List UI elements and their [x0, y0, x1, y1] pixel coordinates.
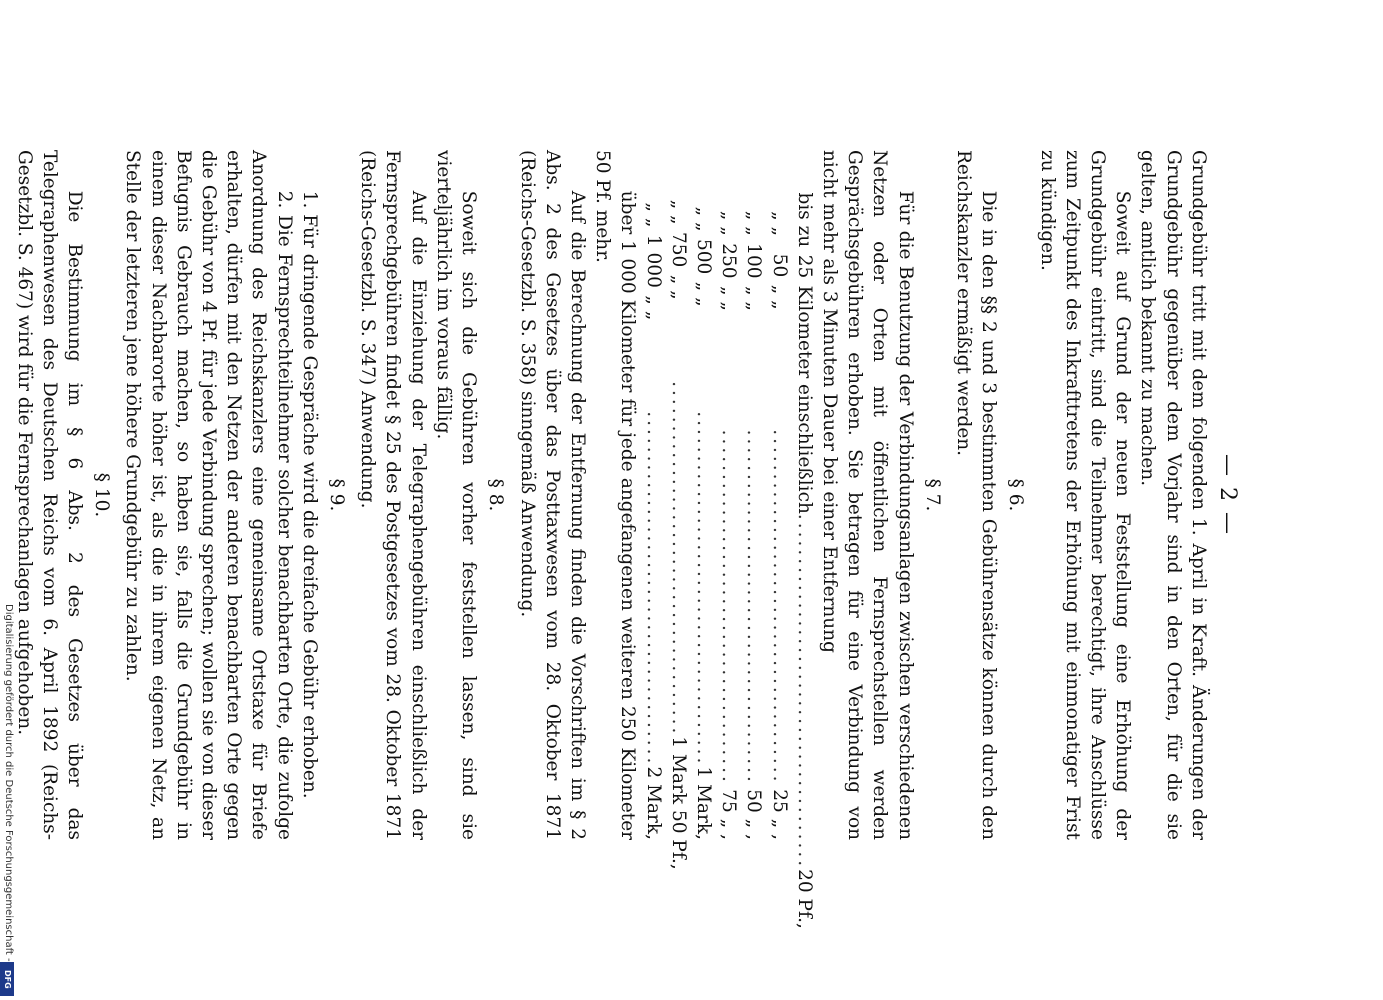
fee-distance: 25	[793, 254, 815, 279]
fee-label: „ „	[768, 284, 790, 310]
section-8-text-1: Soweit sich die Gebühren vorher feststellen lassen, sind sie vierteljährlich im voraus fällig.	[432, 150, 480, 840]
section-9-item-1: 1. Für dringende Gespräche wird die dreifache Gebühr erhoben.	[298, 190, 320, 799]
leader-dots: ........................................	[793, 513, 815, 870]
scanned-page	[13, 150, 1240, 929]
section-9-heading: § 9.	[326, 478, 348, 512]
intro-paragraph-2: Soweit auf Grund der neuen Feststellung eine Erhöhung der Grundgebühr eintritt, sind die Teilnehmer berechtigt, ihre Anschlüsse zum Zeitpunkt des Inkrafttretens der Erhöhung mit einmonatiger Frist zu kündigen.	[1036, 150, 1134, 840]
fee-price: 50 „ ,	[743, 789, 765, 840]
section-7-text: Für die Benutzung der Verbindungsanlagen zwischen verschiedenen Netzen oder Orten mit öffentlichen Fernsprechstellen werden Gesprächsgebühren erhoben. Sie betragen für eine Verbindung von nicht mehr als 3 Minuten Dauer bei einer Entfernung	[818, 150, 916, 840]
fee-row	[741, 193, 766, 840]
dfg-logo: DFG	[0, 962, 14, 996]
section-10-heading: § 10.	[91, 472, 113, 518]
section-10-text: Die Bestimmung im § 6 Abs. 2 des Gesetzes über das Telegraphenwesen des Deutschen Reichs vom 6. April 1892 (Reichs-Gesetzbl. S. 467) wird für die Fernsprechanlagen aufgehoben.	[13, 150, 86, 840]
fee-prefix: „ „	[718, 210, 740, 236]
funding-note-text: Digitalisierung gefördert durch die Deutsche Forschungsgemeinschaft -	[3, 604, 14, 962]
fee-row	[716, 193, 741, 840]
fee-table	[640, 192, 816, 929]
fee-price: 20 Pf.,	[793, 869, 815, 929]
fee-prefix: bis zu	[793, 192, 815, 248]
section-8-heading: § 8.	[485, 478, 507, 512]
fee-label: „ „	[718, 285, 740, 311]
section-7-text-2: Auf die Berechnung der Entfernung finden die Vorschriften im § 2 Abs. 2 des Gesetzes über das Posttaxwesen vom 28. Oktober 1871 (Reichs-Gesetzbl. S. 358) sinngemäß Anwendung.	[516, 150, 588, 840]
fee-label: „ „	[642, 295, 664, 321]
fee-prefix: „ „	[667, 199, 689, 225]
leader-dots: ........................................	[743, 429, 765, 785]
fee-label: „ „	[743, 285, 765, 311]
fee-row	[640, 193, 665, 840]
fee-distance: 500	[692, 238, 714, 275]
fee-distance: 750	[667, 232, 689, 268]
fee-prefix: „ „	[743, 210, 765, 236]
section-6-text: Die in den §§ 2 und 3 bestimmten Gebührensätze können durch den Reichskanzler ermäßigt werden.	[952, 150, 1000, 840]
leader-dots: ........................................	[718, 429, 740, 785]
page-number: — 2 —	[1215, 454, 1240, 536]
fee-price: 75 „ ,	[718, 789, 740, 840]
fee-row	[792, 192, 817, 929]
fee-distance: 1 000	[642, 234, 664, 288]
fee-row	[691, 193, 716, 840]
leader-dots: ........................................	[642, 411, 664, 767]
fee-prefix: „ „	[692, 206, 714, 232]
fee-row	[766, 193, 791, 840]
fee-label: „ „	[667, 274, 689, 300]
fee-prefix: „ „	[768, 211, 790, 237]
fee-price: 25 „ ,	[768, 789, 790, 840]
fee-price: 1 Mark 50 Pf.,	[667, 736, 689, 870]
intro-paragraph-1: Grundgebühr tritt mit dem folgenden 1. April in Kraft. Änderungen der Grundgebühr gegenüber dem Vorjahr sind in den Orten, für die sie gelten, amtlich bekannt zu machen.	[1137, 150, 1209, 840]
section-9-item-2: 2. Die Fernsprechteilnehmer solcher benachbarten Orte, die zufolge Anordnung des Reichskanzlers eine gemeinsame Ortstaxe für Briefe erhalten, dürfen mit den Netzen der anderen benachbarten Orte gegen die Gebühr von 4 Pf. für jede Verbindung sprechen; wollen sie von dieser Befugnis Gebrauch machen, so haben sie, falls die Grundgebühr in einem dieser Nachbarorte höher ist, als die in ihrem eigenen Netz, an Stelle der letzteren jene höhere Grundgebühr zu zahlen.	[122, 150, 295, 840]
fee-label: „ „	[692, 281, 714, 307]
fee-distance: 250	[718, 243, 740, 279]
fee-price: 1 Mark,	[692, 766, 714, 840]
section-7-heading: § 7.	[921, 478, 943, 512]
fee-distance: 50	[768, 253, 790, 278]
fee-distance: 100	[743, 243, 765, 279]
fee-row	[666, 193, 691, 870]
section-6-heading: § 6.	[1005, 478, 1027, 512]
fee-prefix: „ „	[642, 202, 664, 228]
fee-price: 2 Mark,	[642, 766, 664, 840]
leader-dots: ........................................	[692, 411, 714, 767]
section-8-text-2: Auf die Einziehung der Telegraphengebühren einschließlich der Fernsprechgebühren findet § 25 des Postgesetzes vom 28. Oktober 1871 (Reichs-Gesetzbl. S. 347) Anwendung.	[357, 150, 429, 840]
leader-dots: ........................................	[667, 381, 689, 737]
fee-label: Kilometer einschließlich	[793, 285, 815, 514]
leader-dots: ........................................	[768, 429, 790, 785]
section-7-text-after: über 1 000 Kilometer für jede angefangenen weiteren 250 Kilometer 50 Pf. mehr.	[592, 150, 639, 840]
